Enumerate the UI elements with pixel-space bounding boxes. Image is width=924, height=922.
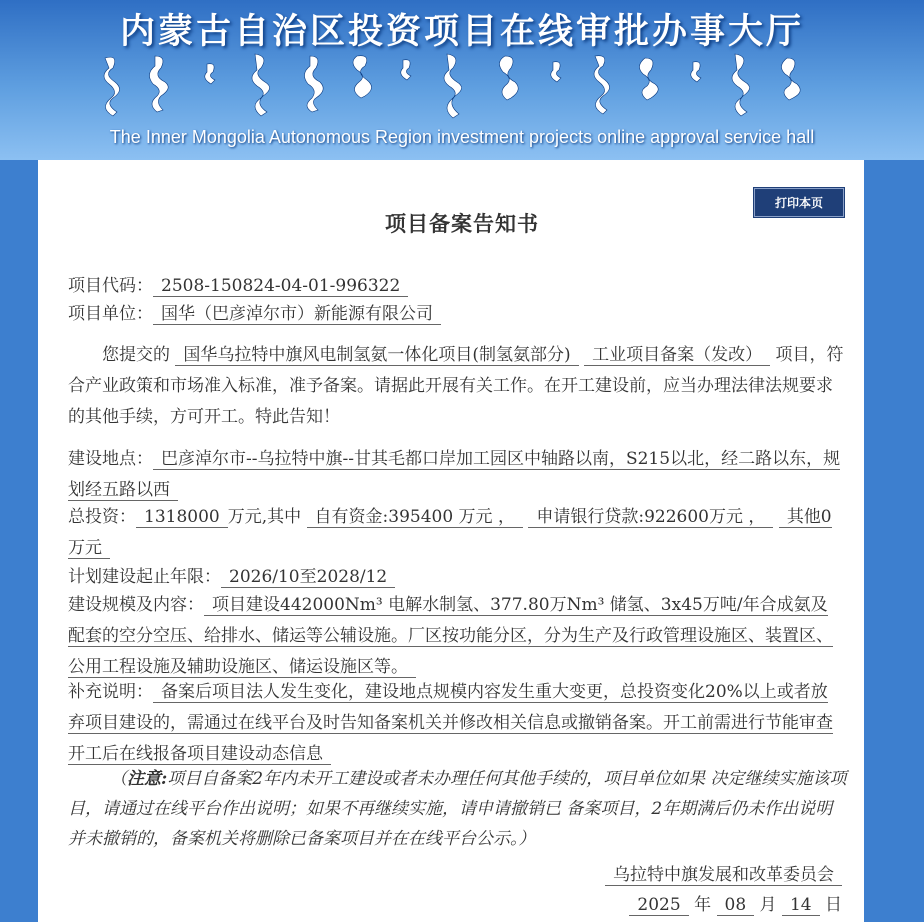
project-unit-row <box>68 302 441 326</box>
date-year: 2025 <box>629 895 688 916</box>
supplement-label: 补充说明： <box>68 682 153 702</box>
investment-label: 总投资： <box>68 507 136 527</box>
project-name: 国华乌拉特中旗风电制氢氨一体化项目(制氢氨部分) <box>175 345 578 366</box>
header-banner <box>0 0 924 160</box>
intro-suffix: 项目，符合产业政策和市场准入标准，准予备案。请据此开展有关工作。在开工建设前，应当办理法律法规要求的其他手续，方可开工。特此告知！ <box>68 345 844 427</box>
record-type: 工业项目备案（发改） <box>584 345 770 366</box>
project-code-row <box>68 274 408 298</box>
date-year-unit: 年 <box>694 895 712 915</box>
location-value: 巴彦淖尔市--乌拉特中旗--甘其毛都口岸加工园区中轴路以南，S215以北，经二路以东，规划经五路以西 <box>68 449 841 500</box>
project-unit-label: 项目单位： <box>68 304 153 324</box>
investment-total: 1318000 <box>136 507 228 528</box>
issue-date <box>629 892 842 918</box>
intro-paragraph <box>68 340 844 433</box>
investment-unit: 万元,其中 <box>227 507 302 527</box>
note-paragraph <box>68 764 848 854</box>
banner-title-cn: 内蒙古自治区投资项目在线审批办事大厅 <box>119 12 804 52</box>
note-label: 注意: <box>127 769 168 789</box>
scale-value: 项目建设442000Nm³ 电解水制氢、377.80万Nm³ 储氢、3x45万吨/年合成氨及配套的空分空压、给排水、储运等公辅设施。厂区按功能分区，分为生产及行政管理设施区、装置区、公用工程设施及辅助设施区、储运设施区等。 <box>68 595 833 677</box>
scale-label: 建设规模及内容： <box>68 595 204 615</box>
date-month-unit: 月 <box>759 895 777 915</box>
location-label: 建设地点： <box>68 449 153 469</box>
supplement-value: 备案后项目法人发生变化，建设地点规模内容发生重大变更，总投资变化20%以上或者放弃项目建设的，需通过在线平台及时告知备案机关并修改相关信息或撤销备案。开工前需进行节能审查开工后在线报备项目建设动态信息 <box>68 682 833 764</box>
document-title: 项目备案告知书 <box>385 212 539 236</box>
project-code-label: 项目代码： <box>68 276 153 296</box>
date-day-unit: 日 <box>825 895 842 915</box>
banner-title-en: The Inner Mongolia Autonomous Region investment projects online approval service hall <box>109 127 815 147</box>
note-text: 项目自备案2年内未开工建设或者未办理任何其他手续的，项目单位如果 决定继续实施该项目，请通过在线平台作出说明；如果不再继续实施，请申请撤销已 备案项目，2年期满后仍未作出说明并未撤销的，备案机关将删除已备案项目并在在线平台公示。） <box>68 769 847 849</box>
investment-row <box>68 502 844 564</box>
period-label: 计划建设起止年限： <box>68 567 221 587</box>
project-unit-value: 国华（巴彦淖尔市）新能源有限公司 <box>153 304 441 325</box>
print-button[interactable]: 打印本页 <box>754 188 844 217</box>
period-value: 2026/10至2028/12 <box>221 567 395 588</box>
issuer-name: 乌拉特中旗发展和改革委员会 <box>605 865 842 886</box>
supplement-row <box>68 677 844 770</box>
location-row <box>68 444 844 506</box>
date-month: 08 <box>717 895 755 916</box>
other-fund: 其他0 万元 <box>68 507 832 558</box>
intro-prefix: 您提交的 <box>102 345 170 365</box>
issuer <box>605 862 842 888</box>
note-open: （ <box>110 769 127 789</box>
date-day: 14 <box>782 895 820 916</box>
mongolian-script-logo <box>95 50 815 122</box>
own-fund: 自有资金:395400 万元 ， <box>307 507 523 528</box>
project-code-value: 2508-150824-04-01-996322 <box>153 276 408 297</box>
scale-row <box>68 590 844 683</box>
bank-loan: 申请银行贷款:922600万元 ， <box>528 507 773 528</box>
period-row <box>68 562 844 593</box>
